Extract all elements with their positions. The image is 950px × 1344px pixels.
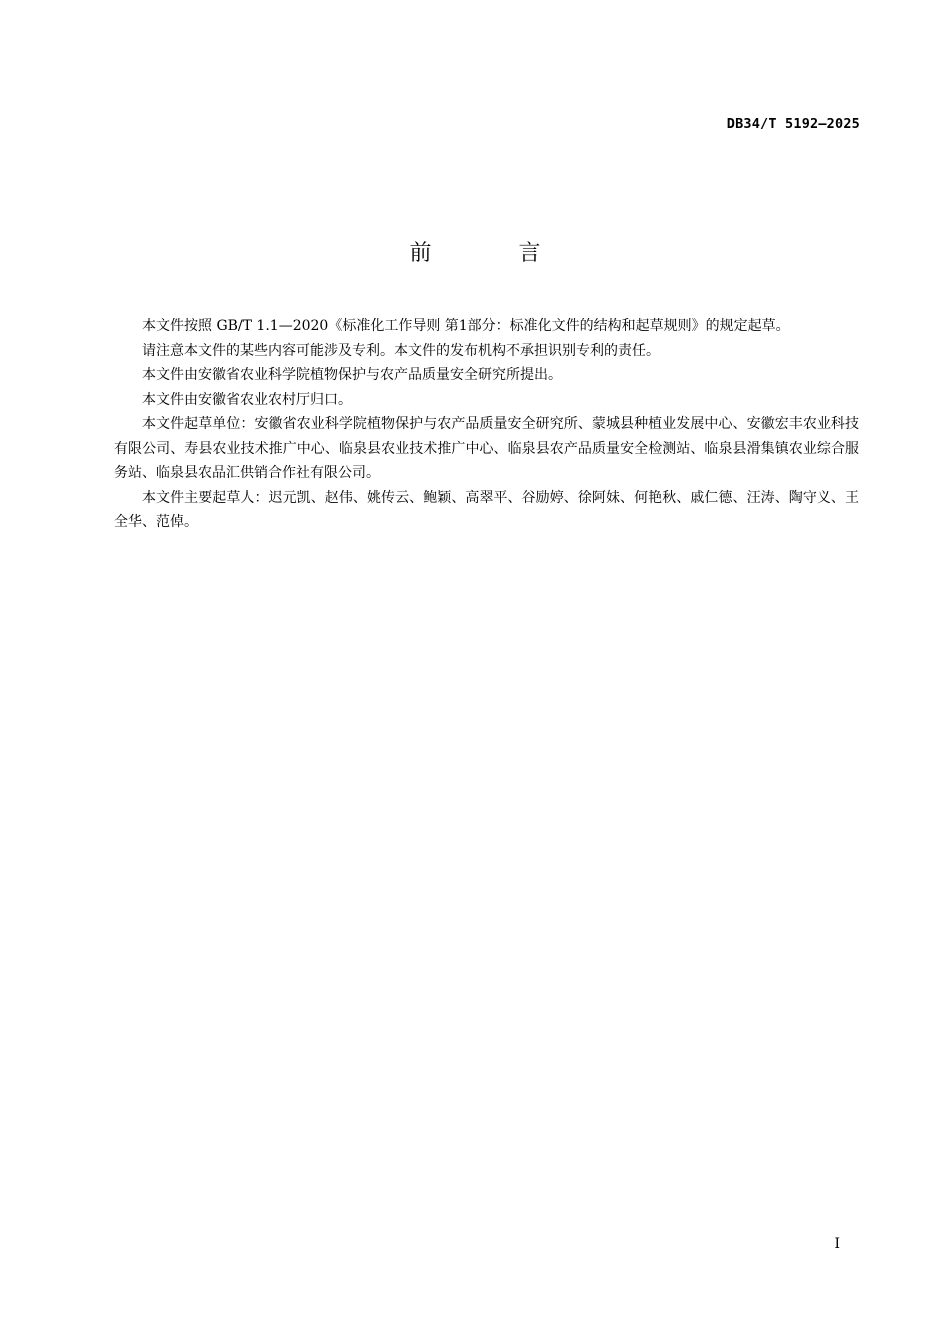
paragraph-proposer: 本文件由安徽省农业科学院植物保护与农产品质量安全研究所提出。 — [142, 367, 562, 383]
page-title: 前 言 — [409, 241, 581, 266]
standard-code: DB34/T 5192—2025 — [726, 116, 860, 132]
paragraph-drafting-units: 本文件起草单位：安徽省农业科学院植物保护与农产品质量安全研究所、蒙城县种植业发展中心、安徽宏丰农业科技有限公司、寿县农业技术推广中心、临泉县农业技术推广中心、临泉县农产品质量安全检测站、临泉县滑集镇农业综合服务站、临泉县农品汇供销合作社有限公司。 — [114, 416, 859, 481]
paragraph-drafting-rules: 本文件按照 GB/T 1.1—2020《标准化工作导则 第1部分：标准化文件的结构和起草规则》的规定起草。 — [142, 318, 790, 334]
paragraph-drafters: 本文件主要起草人：迟元凯、赵伟、姚传云、鲍颖、高翠平、谷励婷、徐阿妹、何艳秋、戚仁德、汪涛、陶守义、王全华、范倬。 — [114, 489, 859, 530]
paragraph-patent-notice: 请注意本文件的某些内容可能涉及专利。本文件的发布机构不承担识别专利的责任。 — [142, 342, 660, 359]
page-number: I — [834, 1236, 840, 1252]
paragraph-administrator: 本文件由安徽省农业农村厅归口。 — [142, 391, 352, 408]
foreword-body — [114, 314, 859, 535]
